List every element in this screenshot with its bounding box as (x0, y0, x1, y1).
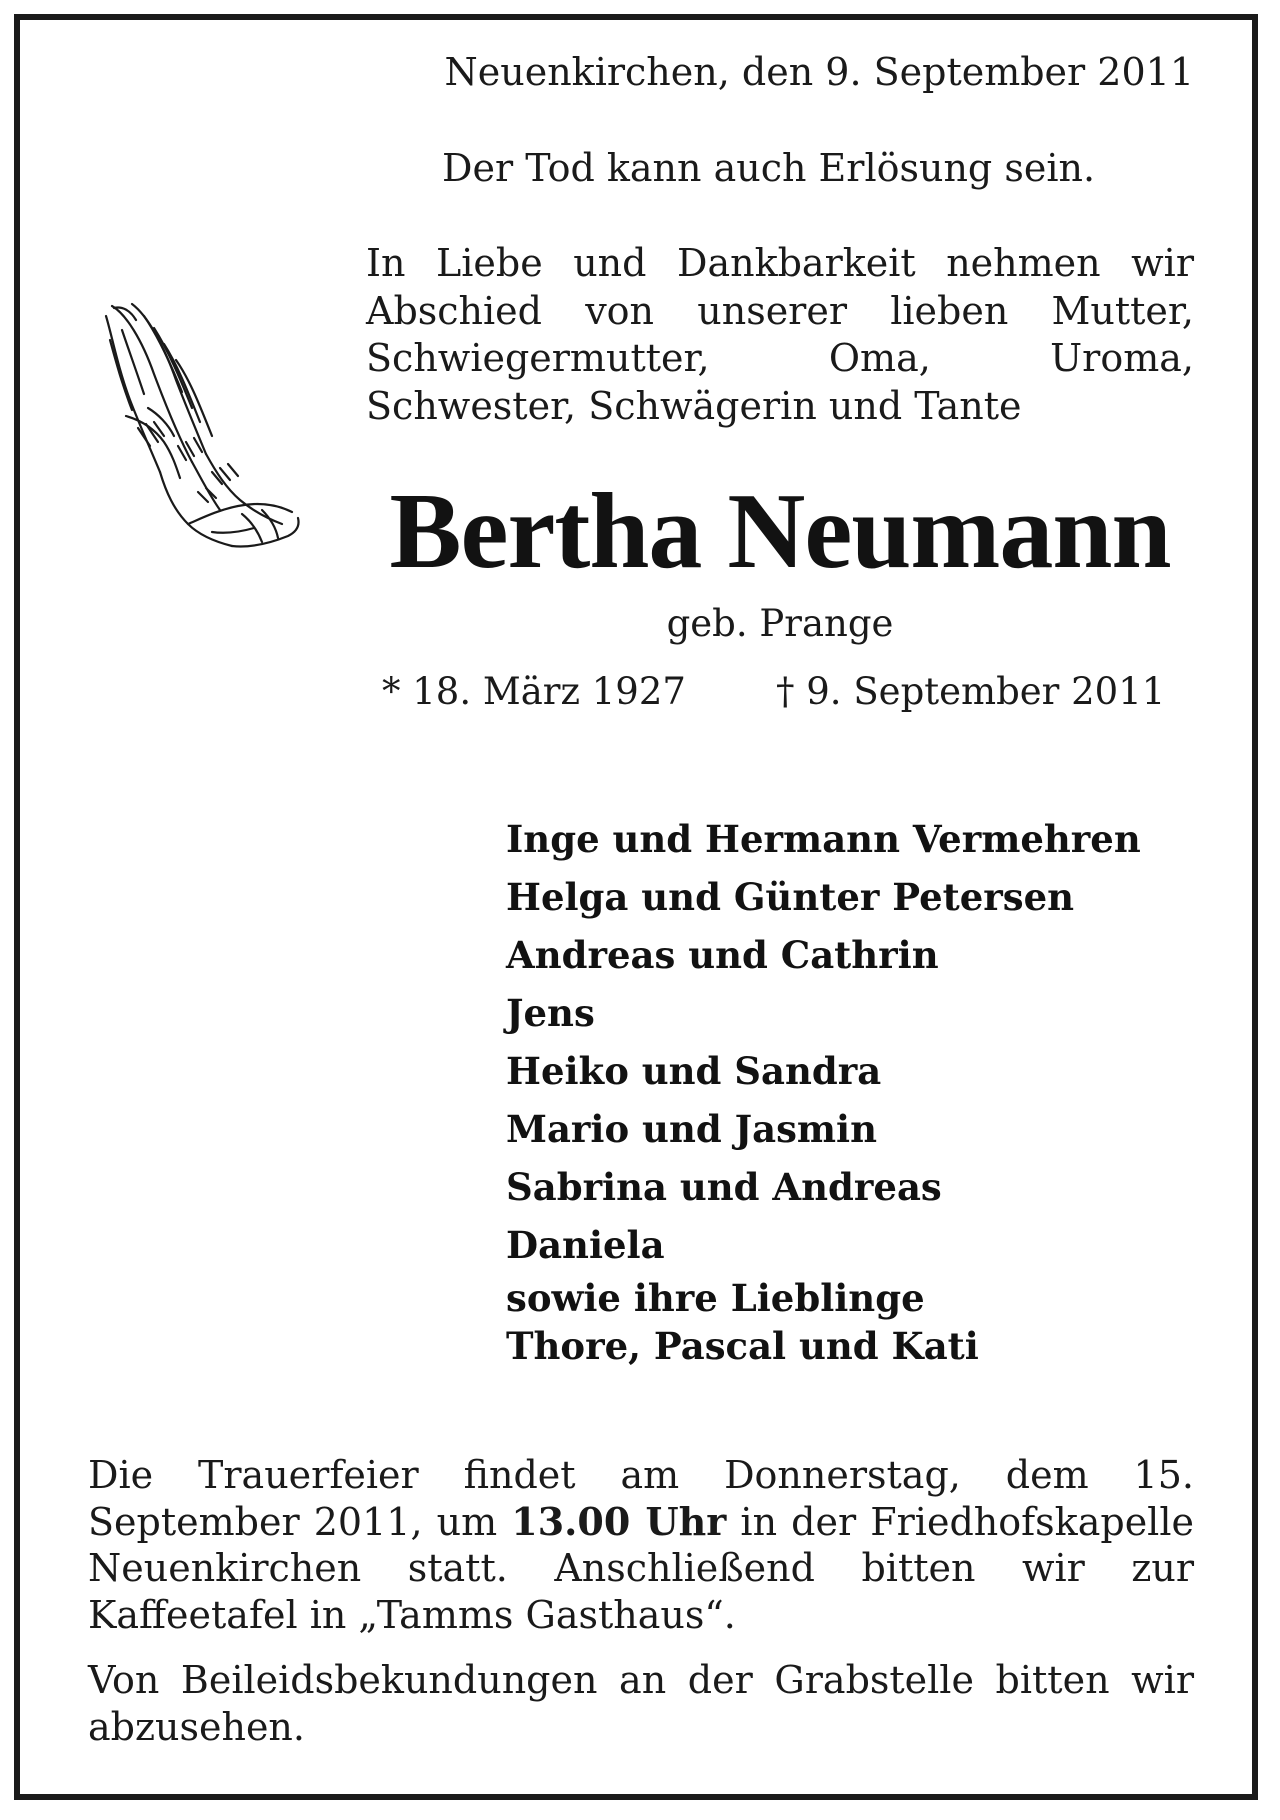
mourner-entry-darlings (506, 1274, 1141, 1370)
mourner-entry: Mario und Jasmin (506, 1107, 878, 1151)
funeral-text-after: in der Friedhofskapelle Neuenkirchen statt. Anschließend bitten wir zur Kaffeetafel in „Tamms Gasthaus“. (88, 1499, 1194, 1638)
place-date: Neuenkirchen, den 9. September 2011 (444, 50, 1194, 94)
mourner-entry: Daniela (506, 1223, 665, 1267)
funeral-time: 13.00 Uhr (511, 1498, 727, 1544)
mourner-entry: Jens (506, 991, 595, 1035)
deceased-name: Bertha Neumann (389, 472, 1171, 591)
maiden-name: geb. Prange (666, 602, 894, 645)
mourners-list (506, 810, 1141, 1370)
darlings-names: Thore, Pascal und Kati (506, 1324, 979, 1368)
funeral-notice-block (88, 1452, 1194, 1768)
intro-text-block (366, 240, 1194, 430)
motto: Der Tod kann auch Erlösung sein. (442, 146, 1096, 190)
mourner-entry: Sabrina und Andreas (506, 1165, 942, 1209)
intro-text: In Liebe und Dankbarkeit nehmen wir Abschied von unserer lieben Mutter, Schwiegermutter, Oma, Uroma, Schwester, Schwägerin und Tante (366, 241, 1194, 428)
mourner-entry: Andreas und Cathrin (506, 933, 939, 977)
condolence-notice: Von Beileidsbekundungen an der Grabstelle bitten wir abzusehen. (88, 1657, 1194, 1749)
darlings-intro: sowie ihre Lieblinge (506, 1276, 925, 1320)
funeral-text-before: Die Trauerfeier findet am Donnerstag, dem 15. September 2011, um (88, 1453, 1194, 1544)
mourner-entry: Heiko und Sandra (506, 1049, 882, 1093)
birth-date: * 18. März 1927 (382, 670, 686, 713)
mourner-entry: Helga und Günter Petersen (506, 875, 1075, 919)
praying-hands-icon (92, 296, 302, 566)
funeral-notice (88, 1452, 1194, 1639)
death-date: † 9. September 2011 (776, 670, 1166, 713)
mourner-entry: Inge und Hermann Vermehren (506, 817, 1141, 861)
